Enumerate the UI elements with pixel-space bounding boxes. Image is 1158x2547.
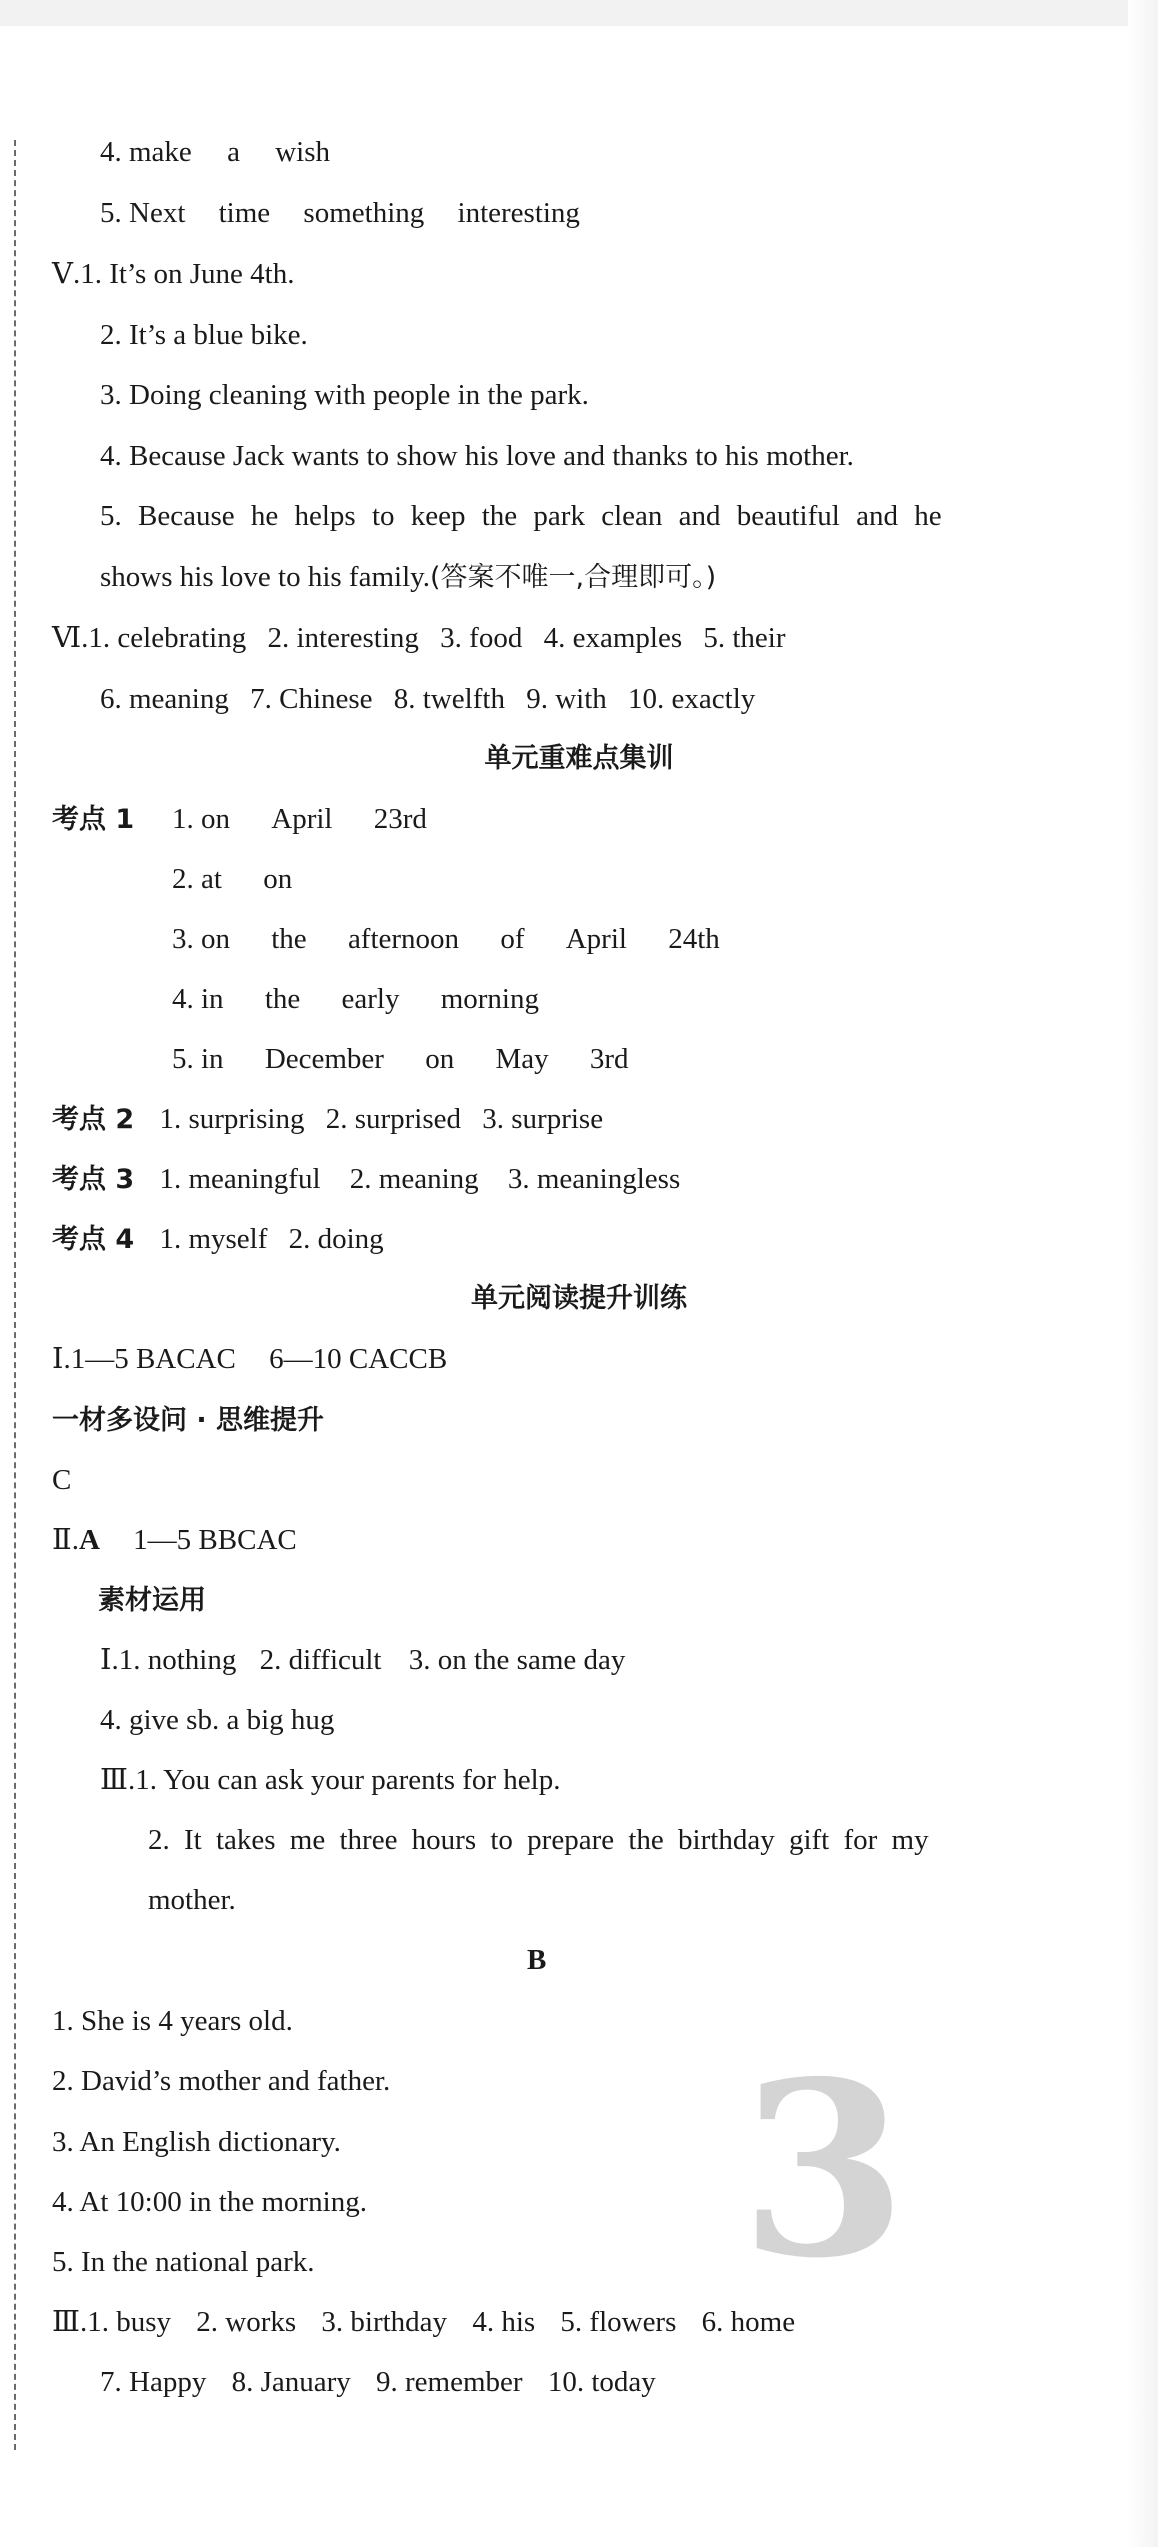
answer-line [100,681,755,717]
kaodian-label: 考点 4 [52,1224,135,1255]
answer-line [172,981,539,1017]
answer-word: 2. doing [288,1223,384,1255]
answer-line [52,2304,795,2340]
answer-line [100,2364,656,2400]
answer-word: 3. on [172,923,230,955]
answer-word: 6. meaning [100,683,229,715]
page-number: 3 [740,2029,907,2311]
answer-word: wish [275,136,330,168]
answer-word: time [218,197,271,229]
answer-line [100,134,330,170]
answer-line [100,559,716,596]
answer-word: 5. their [703,622,786,654]
answer-word: 5. Next [100,197,186,229]
answer-word: 24th [668,923,720,955]
part-label: B [527,1944,547,1976]
answer-word: 2. works [196,2306,297,2338]
answer-word: 4. examples [543,622,683,654]
answer-text: 1—5 BACAC [70,1343,236,1375]
answer-word: 5. flowers [560,2306,677,2338]
answer-word: a [227,136,240,168]
answer-line: 2. David’s mother and father. [52,2065,391,2097]
answer-word: 9. with [526,683,607,715]
answer-word: early [341,983,400,1015]
answer-word: April [565,923,627,955]
answer-line [52,801,134,838]
part-label: A [78,1524,100,1556]
answer-word: 9. remember [376,2366,523,2398]
section-heading: 单元重难点集训 [484,743,674,774]
answer-text: 1. You can ask your parents for help. [135,1764,561,1796]
answer-word: 1. on [172,803,230,835]
kaodian-label: 考点 3 [52,1164,135,1195]
answer-word: on [425,1043,455,1075]
answer-line: mother. [148,1884,236,1916]
answer-line [52,256,294,292]
answer-word: 2. meaning [349,1163,479,1195]
answer-word: December [264,1043,384,1075]
answer-line: 3. An English dictionary. [52,2126,341,2158]
section-label: Ⅰ. [52,1343,71,1375]
answer-line [52,1221,384,1258]
kaodian-label: 考点 1 [52,804,135,835]
answer-line: 5. In the national park. [52,2246,315,2278]
answer-word: 3rd [589,1043,629,1075]
answer-text: 6—10 CACCB [269,1343,448,1375]
answer-text: 1. It’s on June 4th. [80,258,295,290]
answer-word: 2. surprised [325,1103,462,1135]
answer-word: 8. twelfth [393,683,505,715]
answer-text: 1—5 BBCAC [133,1524,297,1556]
answer-word: 23rd [373,803,427,835]
answer-line [98,1582,206,1619]
kaodian-label: 考点 2 [52,1104,135,1135]
answer-line [52,1402,324,1439]
answer-word: on [263,863,293,895]
answer-line: 4. At 10:00 in the morning. [52,2186,367,2218]
answer-word: the [264,983,301,1015]
answer-line [172,801,427,837]
answer-word: 1. meaningful [159,1163,321,1195]
answer-word: 3. meaningless [507,1163,681,1195]
answer-word: the [271,923,307,955]
answer-note: (答案不唯一,合理即可。) [430,562,717,593]
answer-word: 7. Happy [100,2366,207,2398]
answer-word: 1. busy [87,2306,172,2338]
answer-word: 1. nothing [118,1644,237,1676]
answer-line: 4. give sb. a big hug [100,1704,335,1736]
top-edge [0,0,1158,26]
answer-line: 2. It takes me three hours to prepare the birthday gift for my [148,1824,929,1856]
answer-word: 2. at [172,863,222,895]
answer-word: of [500,923,525,955]
answer-word: 3. birthday [321,2306,448,2338]
answer-word: 1. myself [159,1223,268,1255]
answer-word: something [303,197,425,229]
answer-word: 3. food [440,622,523,654]
answer-word: 1. surprising [159,1103,305,1135]
answer-line [100,1762,560,1798]
answer-word: 7. Chinese [250,683,373,715]
answer-text: shows his love to his family. [100,561,431,593]
section-label: Ⅱ. [52,1524,79,1556]
answer-word: afternoon [347,923,460,955]
answer-line [52,1161,680,1198]
answer-word: interesting [457,197,580,229]
answer-line [52,1522,297,1558]
answer-word: morning [440,983,539,1015]
section-heading: 单元阅读提升训练 [471,1283,687,1314]
section-label: Ⅰ. [100,1644,119,1676]
answer-word: 10. today [547,2366,656,2398]
answer-line: 1. She is 4 years old. [52,2005,293,2037]
answer-word: 3. on the same day [408,1644,626,1676]
subsection-label: 素材运用 [98,1585,206,1616]
answer-line [172,1041,629,1077]
section-label: Ⅲ. [52,2306,88,2338]
answer-line: 2. It’s a blue bike. [100,319,308,351]
answer-line [100,1642,625,1678]
answer-word: May [495,1043,549,1075]
answer-word: 6. home [701,2306,796,2338]
answer-line: 5. Because he helps to keep the park clean and beautiful and he [100,500,942,532]
answer-line [172,861,292,897]
answer-word: 10. exactly [628,683,756,715]
section-label: Ⅲ. [100,1764,136,1796]
subsection-label: 一材多设问 · 思维提升 [52,1405,325,1436]
answer-word: 4. in [172,983,224,1015]
answer-word: April [271,803,333,835]
answer-line: 3. Doing cleaning with people in the park. [100,379,589,411]
answer-line [52,1341,447,1377]
answer-word: 2. difficult [259,1644,382,1676]
answer-line: 4. Because Jack wants to show his love and thanks to his mother. [100,440,854,472]
section-label: Ⅵ. [52,622,89,654]
answer-word: 3. surprise [482,1103,604,1135]
answer-word: 2. interesting [267,622,419,654]
answer-line: C [52,1464,72,1496]
answer-word: 5. in [172,1043,224,1075]
section-label: Ⅴ. [52,258,81,290]
answer-line [172,921,720,957]
answer-word: 1. celebrating [88,622,247,654]
right-edge-shadow [1128,0,1158,2547]
answer-word: 8. January [231,2366,351,2398]
answer-word: 4. make [100,136,192,168]
answer-line [52,620,786,656]
answer-word: 4. his [472,2306,536,2338]
answer-line [52,1101,603,1138]
answer-line [100,195,580,231]
